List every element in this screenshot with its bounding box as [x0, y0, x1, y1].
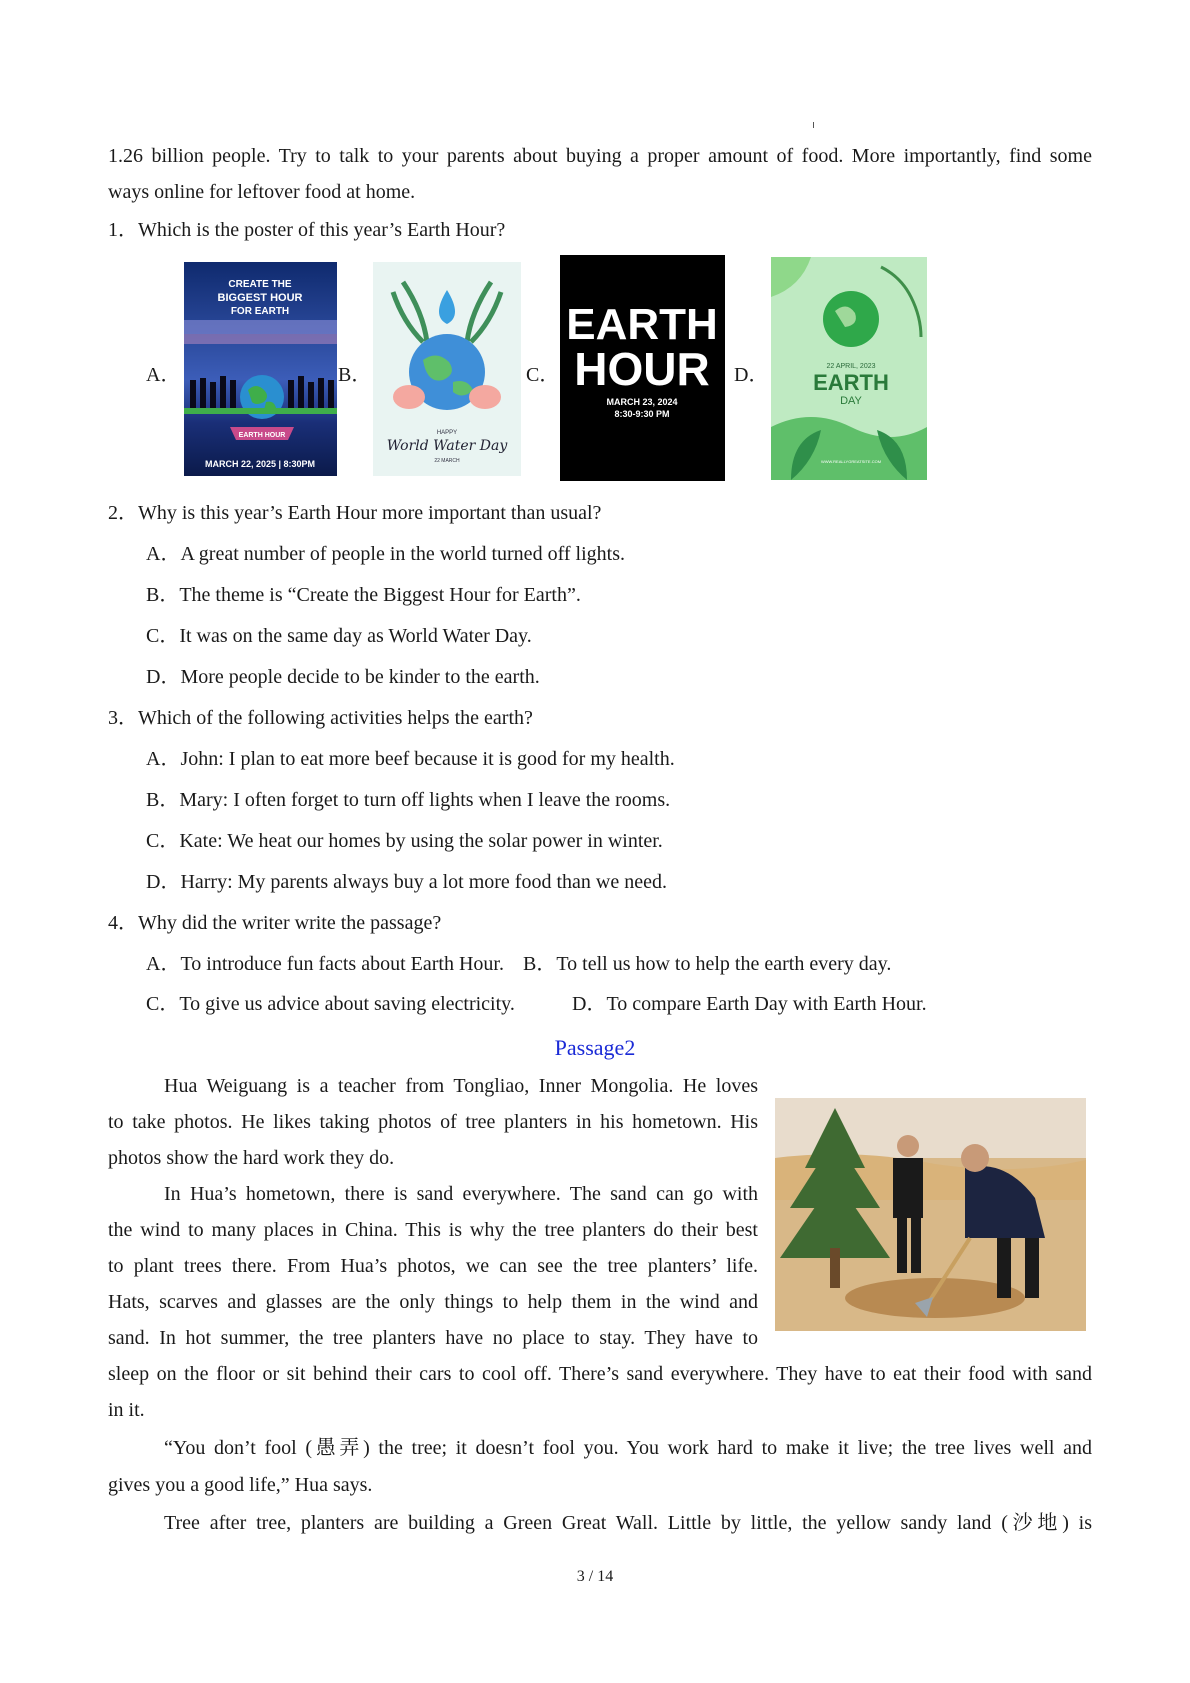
q2-option-d: D．More people decide to be kinder to the earth. [146, 666, 540, 688]
q4-option-a: A．To introduce fun facts about Earth Hour. [146, 953, 504, 975]
page-number: 3 / 14 [576, 1568, 614, 1585]
option-label-c: C． [526, 364, 560, 386]
question-3 [108, 706, 533, 730]
q3-option-a: A．John: I plan to eat more beef because it is good for my health. [146, 748, 675, 770]
poster-c-earth-hour-2024 [560, 255, 725, 481]
poster-b-happy: HAPPY [436, 430, 458, 436]
poster-c-title-1: EARTH [566, 300, 718, 349]
poster-c-time: 8:30-9:30 PM [614, 409, 670, 419]
question-number: 4． [108, 912, 138, 934]
q4-option-c: C．To give us advice about saving electricity. [146, 993, 515, 1015]
passage-para-2-line-5: sand. In hot summer, the tree planters have no place to stay. They have to [108, 1327, 758, 1349]
option-label-d: D． [734, 364, 769, 386]
passage-para-1-line-2: to take photos. He likes taking photos of tree planters in his hometown. His [108, 1111, 758, 1133]
passage-title: Passage2 [554, 1035, 636, 1060]
poster-a-earth-hour-2025 [184, 262, 337, 476]
poster-d-title: EARTH [813, 370, 889, 395]
question-text: Which of the following activities helps the earth? [138, 707, 533, 729]
intro-line-1: 1.26 billion people. Try to talk to your parents about buying a proper amount of food. More importantly, find some [108, 145, 1092, 167]
poster-a-line-3: FOR EARTH [230, 306, 290, 317]
poster-a-line-1: CREATE THE [228, 279, 292, 290]
poster-a-ribbon: EARTH HOUR [238, 432, 286, 439]
question-text: Why did the writer write the passage? [138, 912, 442, 934]
q4-option-d: D．To compare Earth Day with Earth Hour. [572, 993, 927, 1015]
question-number: 2． [108, 502, 138, 524]
question-text: Why is this year’s Earth Hour more important than usual? [138, 502, 602, 524]
passage-para-2-line-7: in it. [108, 1399, 145, 1421]
passage-para-1-line-1: Hua Weiguang is a teacher from Tongliao, Inner Mongolia. He loves [164, 1075, 758, 1097]
passage-para-3-line-2: gives you a good life,” Hua says. [108, 1474, 373, 1496]
passage-para-1-line-3: photos show the hard work they do. [108, 1147, 395, 1169]
passage-para-2-line-4: Hats, scarves and glasses are the only things to help them in the wind and [108, 1291, 758, 1313]
poster-d-sub: DAY [840, 395, 862, 407]
poster-d-url: WWW.REALLYGREATSITE.COM [820, 459, 882, 464]
q3-option-d: D．Harry: My parents always buy a lot more food than we need. [146, 871, 667, 893]
question-number: 3． [108, 707, 138, 729]
poster-a-line-2: BIGGEST HOUR [217, 292, 303, 304]
q2-option-c: C．It was on the same day as World Water Day. [146, 625, 532, 647]
passage-para-2-line-2: the wind to many places in China. This is why the tree planters do their best [108, 1219, 758, 1241]
passage-para-2-line-3: to plant trees there. From Hua’s photos, we can see the tree planters’ life. [108, 1255, 758, 1277]
tree-planters-photo [775, 1098, 1086, 1331]
question-number: 1． [108, 219, 138, 241]
q2-option-a: A．A great number of people in the world turned off lights. [146, 543, 625, 565]
passage-para-2-line-1: In Hua’s hometown, there is sand everywhere. The sand can go with [164, 1183, 758, 1205]
poster-c-title-2: HOUR [574, 343, 710, 395]
poster-d-date: 22 APRIL, 2023 [826, 363, 876, 370]
passage-para-3-line-1: “You don’t fool (愚弄) the tree; it doesn’t fool you. You work hard to make it live; the tree lives well and [164, 1437, 1092, 1459]
poster-b-script: World Water Day [386, 438, 508, 454]
option-label-b: B． [338, 364, 372, 386]
poster-b-world-water-day [373, 262, 521, 476]
poster-c-date: MARCH 23, 2024 [606, 397, 678, 407]
question-2 [108, 501, 601, 525]
q3-option-c: C．Kate: We heat our homes by using the solar power in winter. [146, 830, 663, 852]
poster-d-earth-day-2023 [771, 257, 927, 480]
intro-line-2: ways online for leftover food at home. [108, 181, 416, 203]
question-4 [108, 911, 441, 935]
poster-a-date: MARCH 22, 2025 | 8:30PM [204, 459, 316, 469]
option-label-a: A． [146, 364, 181, 386]
question-1 [108, 218, 505, 242]
page-mark [813, 122, 814, 128]
poster-b-date: 22 MARCH [434, 458, 460, 464]
question-text: Which is the poster of this year’s Earth Hour? [138, 219, 506, 241]
q2-option-b: B．The theme is “Create the Biggest Hour for Earth”. [146, 584, 581, 606]
q3-option-b: B．Mary: I often forget to turn off lights when I leave the rooms. [146, 789, 671, 811]
passage-para-4-line-1: Tree after tree, planters are building a Green Great Wall. Little by little, the yellow sandy land (沙地) is [164, 1512, 1092, 1534]
q4-option-b: B．To tell us how to help the earth every day. [523, 953, 892, 975]
passage-para-2-line-6: sleep on the floor or sit behind their cars to cool off. There’s sand everywhere. They have to eat their food with sand [108, 1363, 1092, 1385]
